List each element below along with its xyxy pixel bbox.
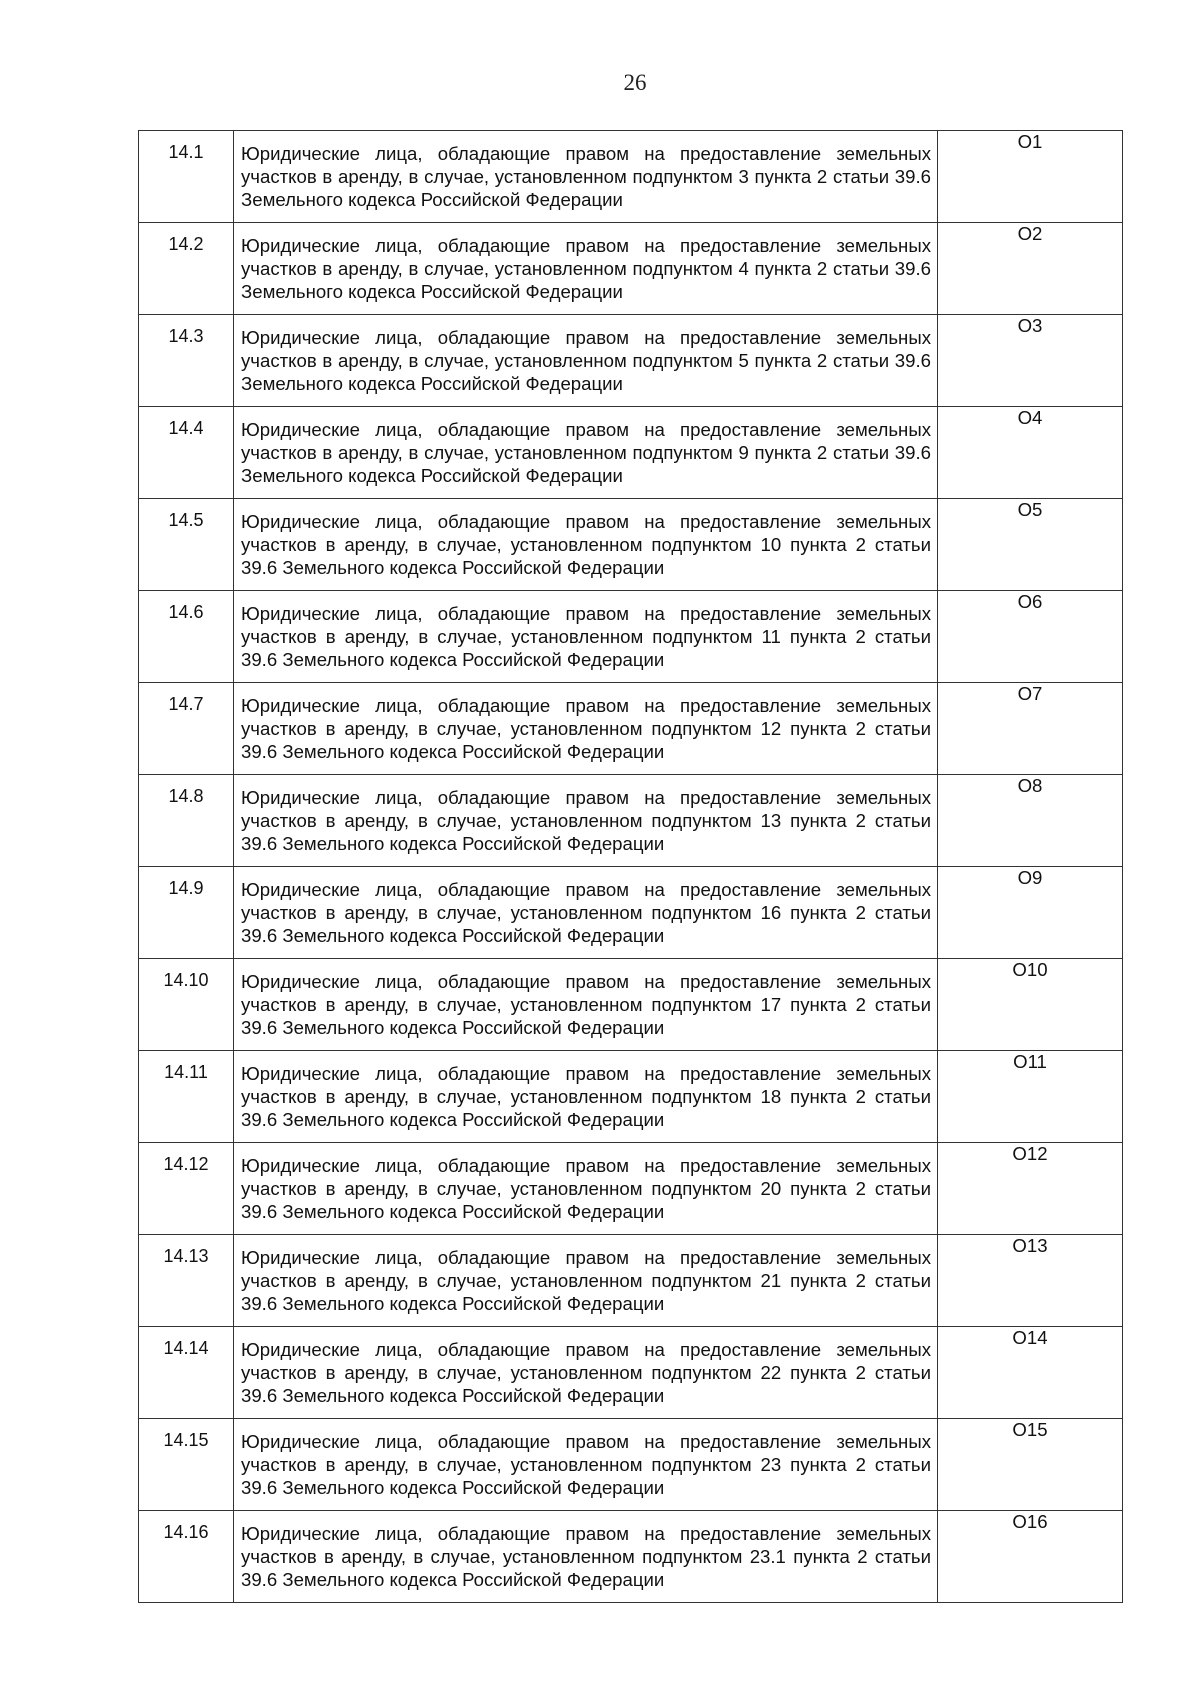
row-number: 14.10	[139, 959, 234, 1051]
row-code: О5	[938, 499, 1123, 591]
row-number: 14.5	[139, 499, 234, 591]
row-number: 14.6	[139, 591, 234, 683]
row-number: 14.13	[139, 1235, 234, 1327]
table-row	[139, 223, 1123, 315]
table-row	[139, 315, 1123, 407]
table-row	[139, 775, 1123, 867]
row-code: О1	[938, 131, 1123, 223]
row-code: О3	[938, 315, 1123, 407]
row-number: 14.3	[139, 315, 234, 407]
row-code: О9	[938, 867, 1123, 959]
row-description: Юридические лица, обладающие правом на предоставление земельных участков в аренду, в случае, установленном подпунктом 16 пункта 2 статьи 39.6 Земельного кодекса Российской Федерации	[234, 867, 938, 959]
row-code: О2	[938, 223, 1123, 315]
row-code: О4	[938, 407, 1123, 499]
row-description: Юридические лица, обладающие правом на предоставление земельных участков в аренду, в случае, установленном подпунктом 17 пункта 2 статьи 39.6 Земельного кодекса Российской Федерации	[234, 959, 938, 1051]
row-description: Юридические лица, обладающие правом на предоставление земельных участков в аренду, в случае, установленном подпунктом 3 пункта 2 статьи 39.6 Земельного кодекса Российской Федерации	[234, 131, 938, 223]
row-description: Юридические лица, обладающие правом на предоставление земельных участков в аренду, в случае, установленном подпунктом 21 пункта 2 статьи 39.6 Земельного кодекса Российской Федерации	[234, 1235, 938, 1327]
table-row	[139, 131, 1123, 223]
classification-table	[138, 130, 1123, 1603]
row-number: 14.12	[139, 1143, 234, 1235]
row-description: Юридические лица, обладающие правом на предоставление земельных участков в аренду, в случае, установленном подпунктом 10 пункта 2 статьи 39.6 Земельного кодекса Российской Федерации	[234, 499, 938, 591]
table-row	[139, 407, 1123, 499]
row-code: О15	[938, 1419, 1123, 1511]
table-row	[139, 1143, 1123, 1235]
table-row	[139, 1419, 1123, 1511]
row-number: 14.15	[139, 1419, 234, 1511]
table-row	[139, 1511, 1123, 1603]
row-description: Юридические лица, обладающие правом на предоставление земельных участков в аренду, в случае, установленном подпунктом 11 пункта 2 статьи 39.6 Земельного кодекса Российской Федерации	[234, 591, 938, 683]
table-row	[139, 867, 1123, 959]
row-number: 14.2	[139, 223, 234, 315]
row-number: 14.4	[139, 407, 234, 499]
row-description: Юридические лица, обладающие правом на предоставление земельных участков в аренду, в случае, установленном подпунктом 4 пункта 2 статьи 39.6 Земельного кодекса Российской Федерации	[234, 223, 938, 315]
table-row	[139, 1327, 1123, 1419]
row-code: О16	[938, 1511, 1123, 1603]
row-number: 14.9	[139, 867, 234, 959]
table-row	[139, 683, 1123, 775]
row-code: О14	[938, 1327, 1123, 1419]
row-number: 14.7	[139, 683, 234, 775]
row-code: О11	[938, 1051, 1123, 1143]
table-body	[139, 131, 1123, 1603]
row-number: 14.11	[139, 1051, 234, 1143]
row-description: Юридические лица, обладающие правом на предоставление земельных участков в аренду, в случае, установленном подпунктом 20 пункта 2 статьи 39.6 Земельного кодекса Российской Федерации	[234, 1143, 938, 1235]
row-code: О7	[938, 683, 1123, 775]
row-number: 14.8	[139, 775, 234, 867]
row-description: Юридические лица, обладающие правом на предоставление земельных участков в аренду, в случае, установленном подпунктом 23 пункта 2 статьи 39.6 Земельного кодекса Российской Федерации	[234, 1419, 938, 1511]
row-code: О12	[938, 1143, 1123, 1235]
row-code: О13	[938, 1235, 1123, 1327]
row-code: О6	[938, 591, 1123, 683]
row-description: Юридические лица, обладающие правом на предоставление земельных участков в аренду, в случае, установленном подпунктом 18 пункта 2 статьи 39.6 Земельного кодекса Российской Федерации	[234, 1051, 938, 1143]
table-row	[139, 959, 1123, 1051]
row-description: Юридические лица, обладающие правом на предоставление земельных участков в аренду, в случае, установленном подпунктом 13 пункта 2 статьи 39.6 Земельного кодекса Российской Федерации	[234, 775, 938, 867]
row-code: О10	[938, 959, 1123, 1051]
table-row	[139, 1051, 1123, 1143]
row-description: Юридические лица, обладающие правом на предоставление земельных участков в аренду, в случае, установленном подпунктом 9 пункта 2 статьи 39.6 Земельного кодекса Российской Федерации	[234, 407, 938, 499]
table-row	[139, 591, 1123, 683]
row-number: 14.1	[139, 131, 234, 223]
row-number: 14.14	[139, 1327, 234, 1419]
row-description: Юридические лица, обладающие правом на предоставление земельных участков в аренду, в случае, установленном подпунктом 5 пункта 2 статьи 39.6 Земельного кодекса Российской Федерации	[234, 315, 938, 407]
table-row	[139, 499, 1123, 591]
table-row	[139, 1235, 1123, 1327]
page-number: 26	[623, 70, 647, 95]
row-description: Юридические лица, обладающие правом на предоставление земельных участков в аренду, в случае, установленном подпунктом 23.1 пункта 2 статьи 39.6 Земельного кодекса Российской Федерации	[234, 1511, 938, 1603]
row-code: О8	[938, 775, 1123, 867]
row-description: Юридические лица, обладающие правом на предоставление земельных участков в аренду, в случае, установленном подпунктом 22 пункта 2 статьи 39.6 Земельного кодекса Российской Федерации	[234, 1327, 938, 1419]
row-number: 14.16	[139, 1511, 234, 1603]
row-description: Юридические лица, обладающие правом на предоставление земельных участков в аренду, в случае, установленном подпунктом 12 пункта 2 статьи 39.6 Земельного кодекса Российской Федерации	[234, 683, 938, 775]
